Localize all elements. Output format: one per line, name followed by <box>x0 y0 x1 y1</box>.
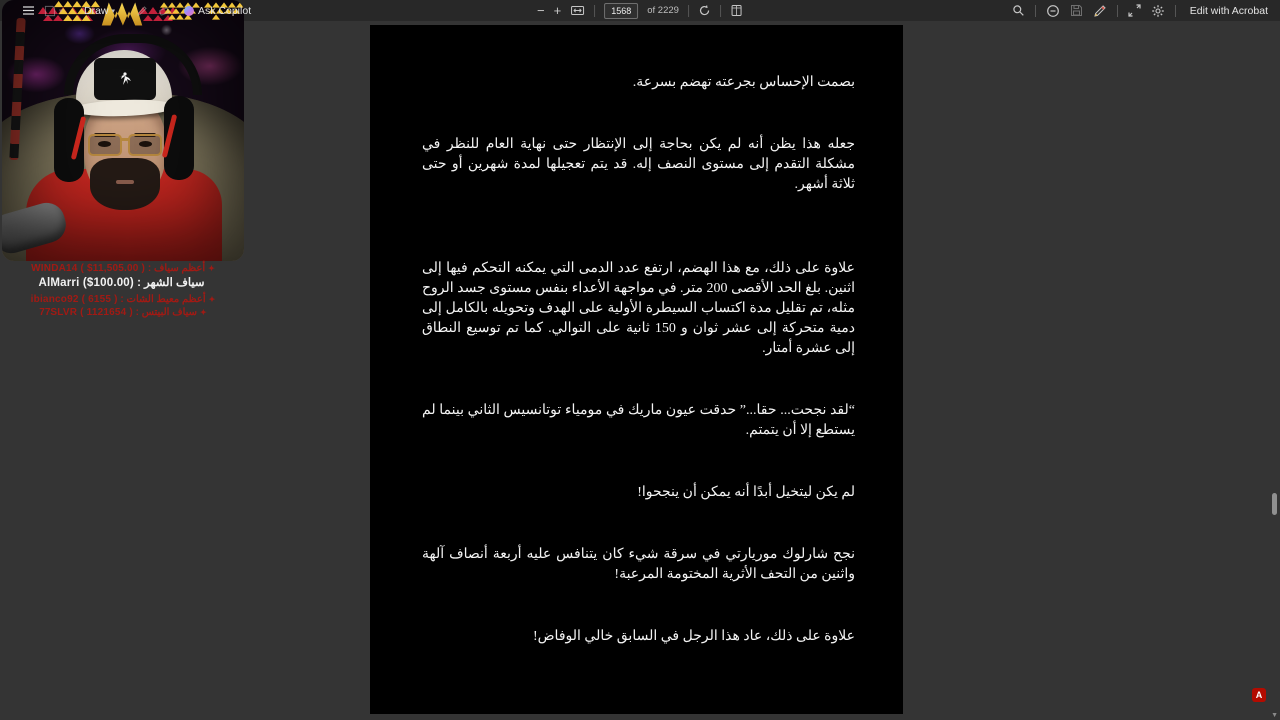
zoom-in-button[interactable]: + <box>553 3 562 18</box>
vignette <box>2 0 244 261</box>
stat-text: أعظم معيط الشات : ibianco92 ( 6155 ) <box>30 294 206 305</box>
toolbar-separator <box>1175 5 1176 17</box>
webcam-overlay <box>2 0 244 261</box>
draw-label: Draw <box>84 4 109 17</box>
page-view-icon[interactable] <box>730 4 743 17</box>
highlight-pen-icon[interactable] <box>1093 4 1107 18</box>
scrollbar-thumb[interactable] <box>1272 493 1277 515</box>
toolbar-separator <box>1117 5 1118 17</box>
menu-icon[interactable] <box>22 0 35 21</box>
acrobat-launcher-icon[interactable]: A <box>1252 688 1266 702</box>
document-paragraph: نجح شارلوك موريارتي في سرقة شيء كان يتنافس عليه أربعة أنصاف آلهة واثنين من التحف الأثرية المختومة المرعبة! <box>422 547 855 582</box>
document-paragraph: بصمت الإحساس بجرعته تهضم بسرعة. <box>632 75 855 90</box>
stream-stat-line <box>2 262 244 275</box>
stream-stat-line <box>2 306 244 319</box>
stream-stat-line <box>2 276 244 291</box>
document-paragraph: علاوة على ذلك، مع هذا الهضم، ارتفع عدد الدمى التي يمكنه التحكم فيها إلى اثنين. بلغ الحد الأقصى 200 متر. في مواجهة الأعداء بنفس مستوى جسد الروح مثله، تم تقليل مدة اكتساب السيطرة الأولية على الهدف وتحويله بالكامل إلى دمية متحركة إلى عشر ثوان و 150 ثانية على التوالي. كما تم توسيع النطاق إلى عشرة أمتار. <box>422 261 856 356</box>
document-paragraph: جعله هذا يظن أنه لم يكن بحاجة إلى الإنتظار حتى نهاية العام للنظر في مشكلة التقدم إلى مستوى النصف إله. قد يتم تعجيلها لمدة شهرين أو حتى ثلاثة أشهر. <box>422 137 855 192</box>
scrollbar-down-icon[interactable]: ▼ <box>1271 712 1278 719</box>
save-as-icon[interactable] <box>44 0 63 21</box>
stream-stats-panel <box>2 262 244 319</box>
hide-annotations-icon[interactable] <box>1046 4 1060 18</box>
fullscreen-icon[interactable] <box>1128 4 1141 17</box>
toolbar-separator <box>720 5 721 17</box>
stat-text: سياف البيتس : 77SLVR ( 1121654 ) <box>39 307 198 318</box>
chevron-down-icon: ▾ <box>111 7 116 15</box>
document-text <box>370 25 903 647</box>
copilot-icon <box>184 6 194 16</box>
stat-badge-icon: ✦ <box>208 295 216 304</box>
stat-badge-icon: ✦ <box>208 264 215 273</box>
page-number-input[interactable]: 1568 <box>604 3 638 19</box>
toolbar-center-group <box>537 0 743 21</box>
rotate-icon[interactable] <box>698 4 711 17</box>
document-paragraph: “لقد نجحت... حقا...” حدقت عيون ماريك في مومياء توتانسيس الثاني بينما لم يستطع إلا أن يتمتم. <box>422 403 855 438</box>
toolbar-right-group <box>1012 0 1280 21</box>
settings-gear-icon[interactable] <box>1151 4 1165 18</box>
stat-text: سياف الشهر : AlMarri ($100.00) <box>38 277 205 289</box>
ask-copilot-button[interactable] <box>184 0 251 21</box>
fit-to-width-icon[interactable] <box>570 4 585 17</box>
toolbar-separator <box>594 5 595 17</box>
stat-badge-icon: ✦ <box>200 308 207 317</box>
toolbar-separator <box>688 5 689 17</box>
toolbar-separator <box>1035 5 1036 17</box>
pdf-page <box>370 25 903 714</box>
document-paragraph: علاوة على ذلك، عاد هذا الرجل في السابق خالي الوفاض! <box>532 629 855 644</box>
ask-copilot-label: Ask Copilot <box>198 4 252 17</box>
edit-with-acrobat-button[interactable]: Edit with Acrobat <box>1189 4 1268 17</box>
stream-stat-line <box>2 293 244 306</box>
document-paragraph: لم يكن ليتخيل أبدًا أنه يمكن أن ينجحوا! <box>637 485 855 500</box>
search-icon[interactable] <box>1012 4 1025 17</box>
highlighter-tool-icon[interactable] <box>136 0 148 21</box>
stat-text: أعظم سياف : WINDA14 ( $11,505.00 ) <box>31 263 206 274</box>
zoom-out-button[interactable]: − <box>537 3 545 18</box>
save-icon[interactable] <box>1070 4 1083 17</box>
chevron-down-icon: ▾ <box>59 7 63 15</box>
page-total-label: of 2229 <box>647 5 679 16</box>
draw-tool-button[interactable] <box>84 0 115 21</box>
eraser-tool-icon[interactable] <box>158 0 170 21</box>
